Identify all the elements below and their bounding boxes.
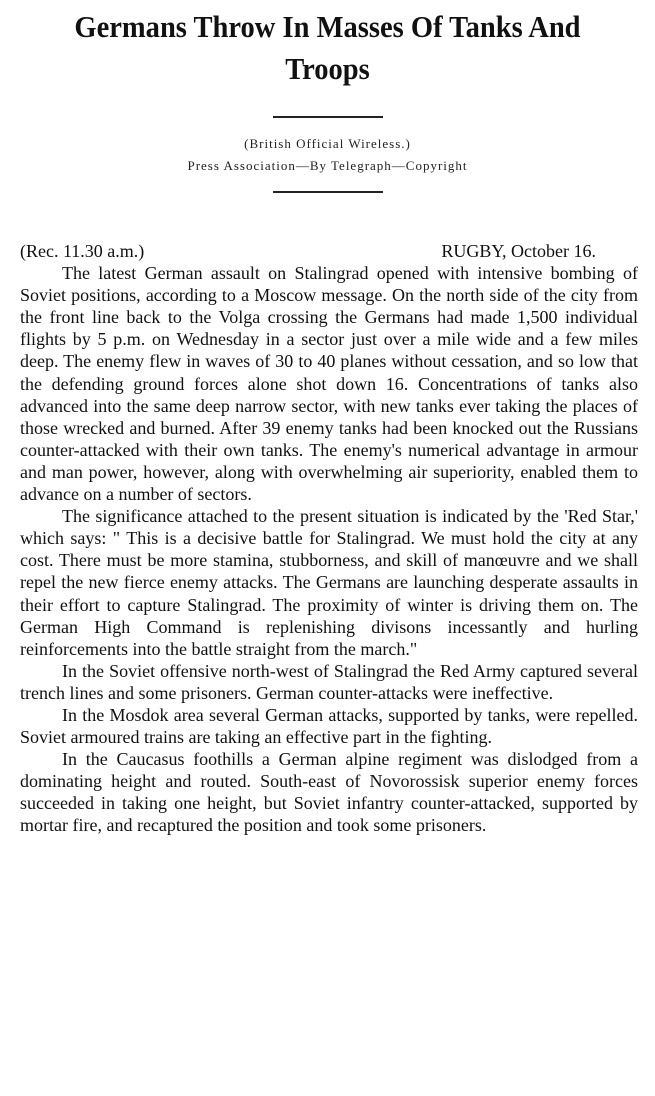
paragraph: In the Soviet offensive north-west of Stalingrad the Red Army captured several trench lines and some prisoners. German counter-attacks were ineffective. (20, 660, 638, 703)
headline: Germans Throw In Masses Of Tanks And Troops (74, 9, 581, 86)
paragraph: In the Caucasus foothills a German alpine regiment was dislodged from a dominating height and routed. South-east of Novorossisk superior enemy forces succeeded in taking one height, but Soviet infantry counter-attacked, supported by mortar fire, and recaptured the position and took some prisoners. (20, 749, 638, 836)
credit-divider (273, 191, 383, 193)
dateline-row (20, 240, 638, 262)
article-body (20, 240, 638, 837)
received-time: (Rec. 11.30 a.m.) (20, 241, 145, 261)
paragraph: The latest German assault on Stalingrad opened with intensive bombing of Soviet positions, according to a Moscow message. On the north side of the city from the front line back to the Volga crossing the Germans had made 1,500 individual flights by 5 p.m. on Wednesday in a sector just over a mile wide and a few miles deep. The enemy flew in waves of 30 to 40 planes without cessation, and so low that the defending ground forces alone shot down 16. Concentrations of tanks also advanced into the same deep narrow sector, with new tanks ever taking the places of those wrecked and burned. After 39 enemy tanks had been knocked out the Russians counter-attacked with their own tanks. The enemy's numerical advantage in armour and man power, however, along with overwhelming air superiority, enabled them to advance on a number of sectors. (20, 263, 638, 505)
headline-divider (273, 116, 383, 118)
copyright-credit: Press Association—By Telegraph—Copyright (187, 158, 468, 173)
dateline: RUGBY, October 16. (441, 241, 596, 261)
paragraph: The significance attached to the present situation is indicated by the 'Red Star,' which says: " This is a decisive battle for Stalingrad. We must hold the city at any cost. There must be more stamina, stubborness, and skill of manœuvre and we shall repel the new fierce enemy attacks. The Germans are launching desperate assaults in their effort to capture Stalingrad. The proximity of winter is driving them on. The German High Command is replenishing divisons incessantly and hurling reinforcements into the battle straight from the march." (20, 506, 638, 659)
paragraph: In the Mosdok area several German attacks, supported by tanks, were repelled. Soviet armoured trains are taking an effective part in the fighting. (20, 704, 638, 748)
source-credit: (British Official Wireless.) (244, 136, 411, 151)
